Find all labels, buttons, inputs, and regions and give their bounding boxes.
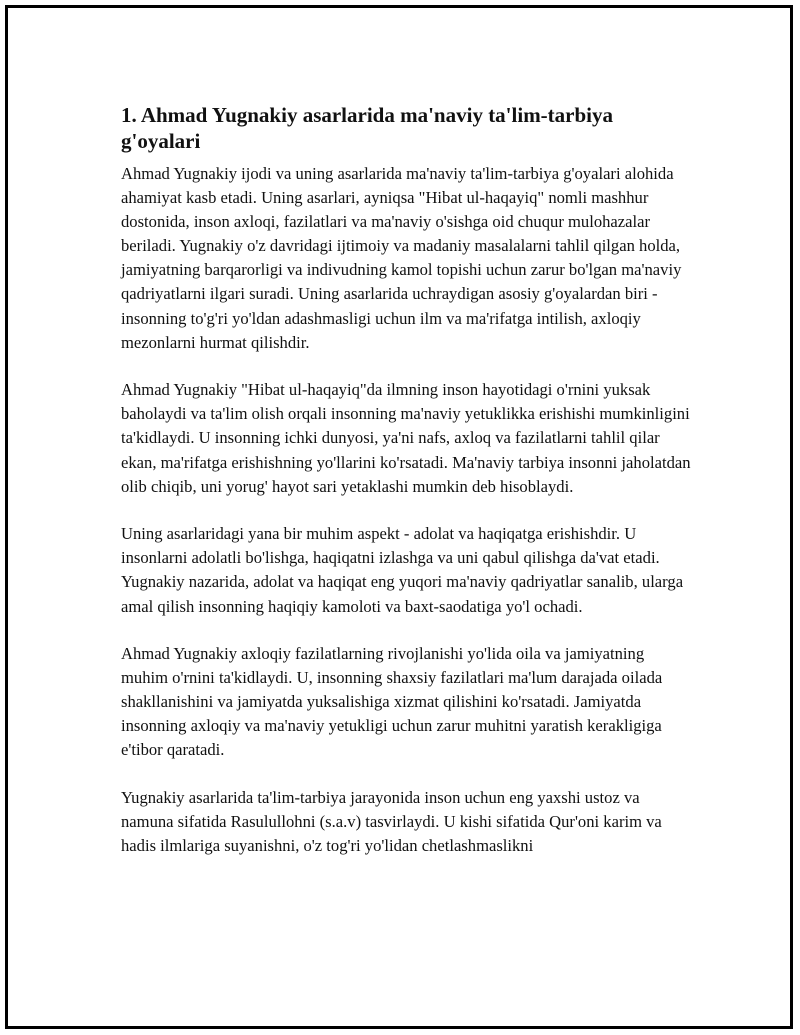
paragraph: Yugnakiy asarlarida ta'lim-tarbiya jarayonida inson uchun eng yaxshi ustoz va namuna sifatida Rasulullohni (s.a.v) tasvirlaydi. U kishi sifatida Qur'oni karim va hadis ilmlariga suyanishni, o'z tog'ri yo'lidan chetlashmaslikni [121, 788, 662, 856]
paragraph: Ahmad Yugnakiy axloqiy fazilatlarning rivojlanishi yo'lida oila va jamiyatning muhim o'rnini ta'kidlaydi. U, insonning shaxsiy fazilatlari ma'lum darajada oilada shakllanishini va jamiyatda yuksalishiga xizmat qilishini ko'rsatadi. Jamiyatda insonning axloqiy va ma'naviy yetukligi uchun zarur muhitni yaratish kerakligiga e'tibor qaratadi. [121, 644, 663, 760]
section-heading: 1. Ahmad Yugnakiy asarlarida ma'naviy ta'lim-tarbiya g'oyalari [121, 103, 614, 153]
paragraph: Ahmad Yugnakiy "Hibat ul-haqayiq"da ilmning inson hayotidagi o'rnini yuksak baholaydi va ta'lim olish orqali insonning ma'naviy yetuklikka erishishi mumkinligini ta'kidlaydi. U insonning ichki dunyosi, ya'ni nafs, axloq va fazilatlarni tahlil qilar ekan, ma'rifatga erishishning yo'llarini ko'rsatadi. Ma'naviy tarbiya insonni jaholatdan olib chiqib, uni yorug' hayot sari yetaklashi mumkin deb hisoblaydi. [121, 380, 691, 496]
document-body [121, 102, 691, 882]
paragraph: Ahmad Yugnakiy ijodi va uning asarlarida ma'naviy ta'lim-tarbiya g'oyalari alohida ahamiyat kasb etadi. Uning asarlari, ayniqsa "Hibat ul-haqayiq" nomli mashhur dostonida, inson axloqi, fazilatlari va ma'naviy o'sishga oid chuqur mulohazalar beriladi. Yugnakiy o'z davridagi ijtimoiy va madaniy masalalarni tahlil qilgan holda, jamiyatning barqarorligi va indivudning kamol topishi uchun zarur bo'lgan ma'naviy qadriyatlarni ilgari suradi. Uning asarlarida uchraydigan asosiy g'oyalardan biri - insonning to'g'ri yo'ldan adashmasligi uchun ilm va ma'rifatga intilish, axloqiy mezonlarni hurmat qilishdir. [121, 164, 682, 352]
page-frame [5, 5, 793, 1029]
paragraph: Uning asarlaridagi yana bir muhim aspekt - adolat va haqiqatga erishishdir. U insonlarni adolatli bo'lishga, haqiqatni izlashga va uni qabul qilishga da'vat etadi. Yugnakiy nazarida, adolat va haqiqat eng yuqori ma'naviy qadriyatlar sanalib, ularga amal qilish insonning haqiqiy kamoloti va baxt-saodatiga yo'l ochadi. [121, 524, 684, 616]
